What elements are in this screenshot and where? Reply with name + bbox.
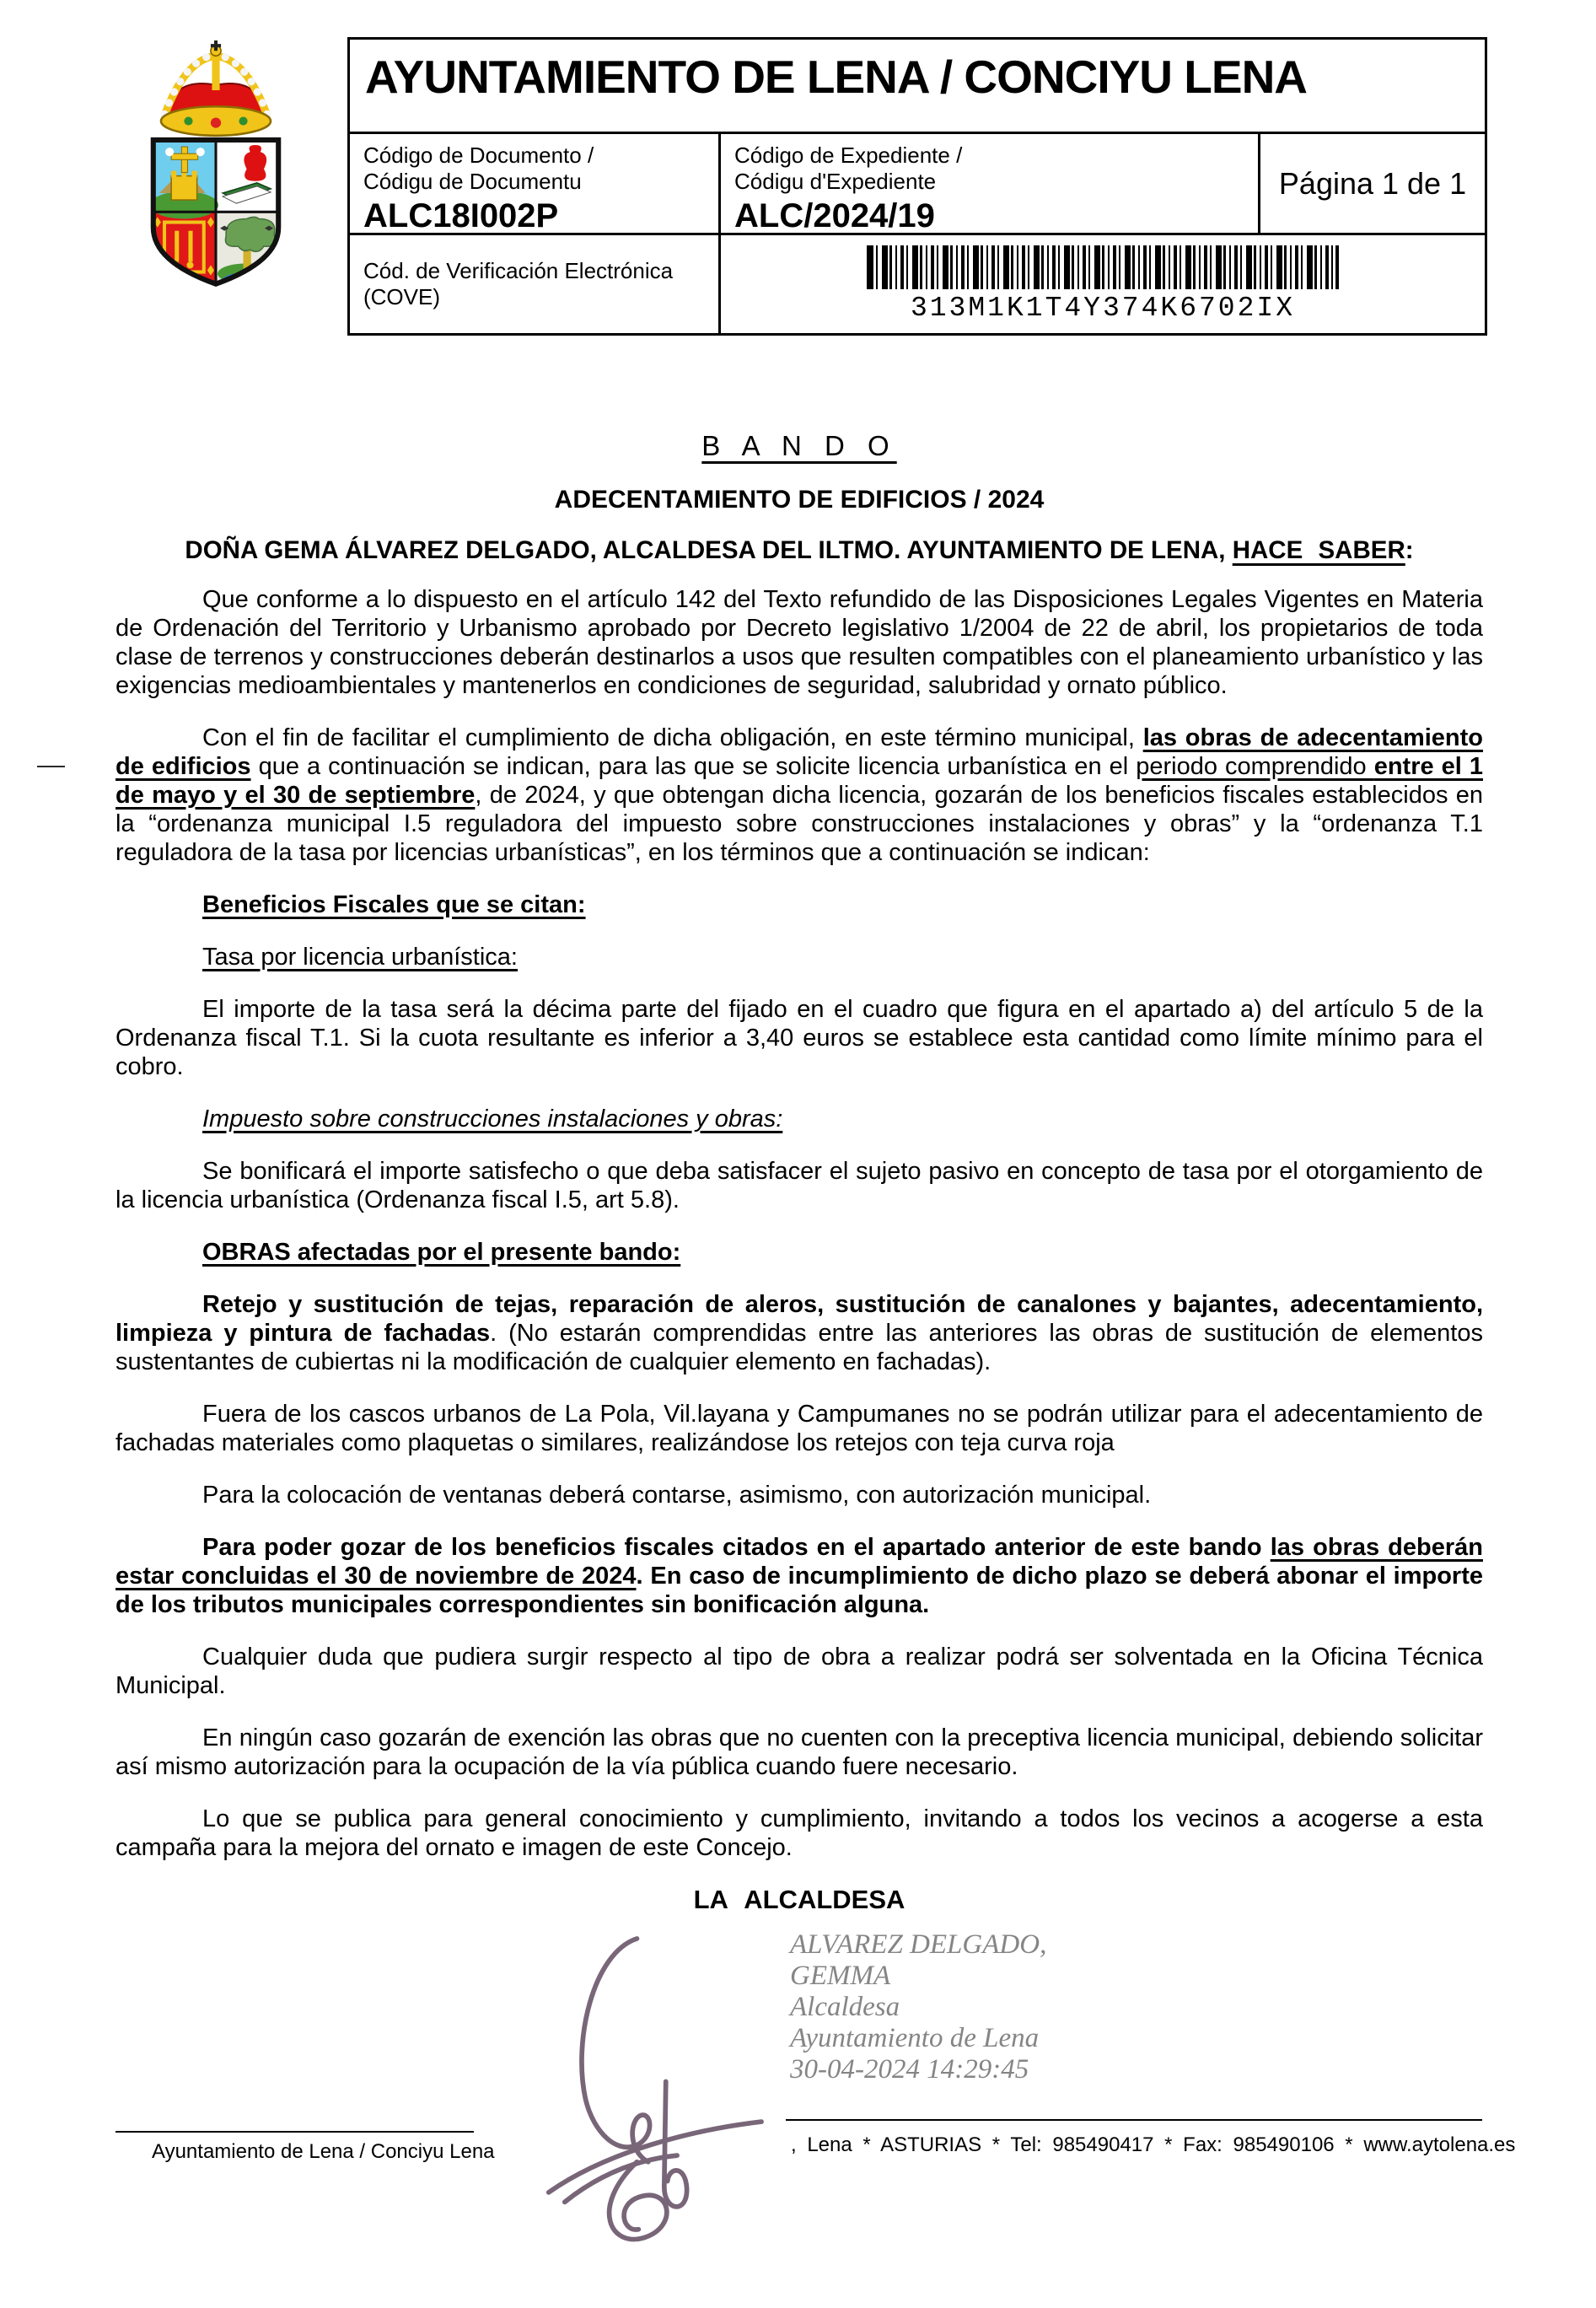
signer-name-line2: GEMMA — [790, 1961, 891, 1991]
crown-jewel-green2 — [239, 116, 247, 125]
coat-of-arms-lena-icon — [120, 40, 312, 298]
document-code-label-ast: Códigu de Documentu — [363, 169, 582, 194]
header-table — [347, 37, 1487, 336]
paragraph-9: Cualquier duda que pudiera surgir respecto al tipo de obra a realizar podrá ser solventada en la Oficina Técnica Municipal. — [116, 1644, 1483, 1699]
signature-text-block — [790, 1929, 1046, 2085]
bando-subtitle: ADECENTAMIENTO DE EDIFICIOS / 2024 — [554, 486, 1045, 514]
footer-left-text: Ayuntamiento de Lena / Conciyu Lena — [152, 2140, 495, 2163]
expediente-code-value: ALC/2024/19 — [734, 197, 935, 234]
document-body — [116, 432, 1483, 2201]
crown-jewel-green — [184, 116, 192, 125]
paragraph-4: Se bonificará el importe satisfecho o que deba satisfacer el sujeto pasivo en concepto de tasa por el otorgamiento de la licencia urbanística (Ordenanza fiscal I.5, art 5.8). — [116, 1158, 1483, 1213]
signer-org: Ayuntamiento de Lena — [790, 2023, 1040, 2053]
crown-jewel-red — [211, 118, 221, 128]
paragraph-5: Retejo y sustitución de tejas, reparación de aleros, sustitución de canalones y bajantes, adecentamiento, limpieza y pintura de fachadas. (No estarán comprendidas entre las anteriores las obras de sustitución de elementos sustentantes de cubiertas ni la modificación de cualquier elemento en fachadas). — [116, 1291, 1483, 1375]
page-title: AYUNTAMIENTO DE LENA / CONCIYU LENA — [350, 40, 1485, 134]
closing-title: LA ALCALDESA — [693, 1885, 905, 1914]
cove-value: 313M1K1T4Y374K6702IX — [910, 292, 1296, 324]
paragraph-10: En ningún caso gozarán de exención las obras que no cuenten con la preceptiva licencia municipal, debiendo solicitar así mismo autorización para la ocupación de la vía pública cuando fuere necesario. — [116, 1724, 1483, 1780]
cove-label: Cód. de Verificación Electrónica (COVE) — [350, 235, 721, 333]
margin-fold-mark — [37, 766, 65, 767]
barcode-icon — [867, 245, 1339, 289]
footer-rule-left — [116, 2131, 474, 2133]
expediente-code-cell — [721, 134, 1260, 233]
footer-rule-right — [786, 2119, 1482, 2121]
paragraph-6: Fuera de los cascos urbanos de La Pola, Vil.layana y Campumanes no se podrán utilizar para el adecentamiento de fachadas materiales como plaquetas o similares, realizándose los retejos con teja curva roja — [116, 1401, 1483, 1456]
document-code-label-es: Código de Documento / — [363, 143, 594, 168]
signature-ink-icon — [510, 1921, 780, 2258]
expediente-code-label-ast: Códigu d'Expediente — [734, 169, 937, 194]
paragraph-8: Para poder gozar de los beneficios fiscales citados en el apartado anterior de este bando las obras deberán estar concluidas el 30 de noviembre de 2024. En caso de incumplimiento de dicho plazo se deberá abonar el importe de los tributos municipales correspondientes sin bonificación alguna. — [116, 1534, 1484, 1618]
paragraph-7: Para la colocación de ventanas deberá contarse, asimismo, con autorización municipal. — [202, 1482, 1152, 1509]
heading-impuesto: Impuesto sobre construcciones instalaciones y obras: — [202, 1106, 783, 1132]
paragraph-2: Con el fin de facilitar el cumplimiento de dicha obligación, en este término municipal, las obras de adecentamiento de edificios que a continuación se indican, para las que se solicite licencia urbanística en el periodo comprendido entre el 1 de mayo y el 30 de septiembre, de 2024, y que obtengan dicha licencia, gozarán de los beneficios fiscales establecidos en la “ordenanza municipal I.5 reguladora del impuesto sobre construcciones instalaciones y obras” y la “ordenanza T.1 reguladora de la tasa por licencias urbanísticas”, en los términos que a continuación se indican: — [116, 724, 1484, 866]
cove-barcode-cell — [721, 235, 1485, 333]
document-code-cell — [350, 134, 721, 233]
heading-tasa: Tasa por licencia urbanística: — [202, 944, 518, 971]
paragraph-1: Que conforme a lo dispuesto en el artículo 142 del Texto refundido de las Disposiciones Legales Vigentes en Materia de Ordenación del Territorio y Urbanismo aprobado por Decreto legislativo 1/2004 de 22 de abril, los propietarios de toda clase de terrenos y construcciones deberán destinarlos a usos que resulten compatibles con el planeamiento urbanístico y las exigencias medioambientales y mantenerlos en condiciones de seguridad, salubridad y ornato público. — [116, 586, 1483, 699]
heading-beneficios: Beneficios Fiscales que se citan: — [202, 891, 586, 918]
page-indicator: Página 1 de 1 — [1278, 165, 1467, 201]
paragraph-3: El importe de la tasa será la décima parte del fijado en el cuadro que figura en el apartado a) del artículo 5 de la Ordenanza fiscal T.1. Si la cuota resultante es inferior a 3,40 euros se establece esta cantidad como límite mínimo para el cobro. — [116, 996, 1483, 1080]
footer-right-text: , Lena * ASTURIAS * Tel: 985490417 * Fax: 985490106 * www.aytolena.es — [791, 2133, 1516, 2156]
signature-datetime: 30-04-2024 14:29:45 — [790, 2054, 1029, 2085]
expediente-code-label-es: Código de Expediente / — [734, 143, 963, 168]
signer-role: Alcaldesa — [790, 1992, 900, 2022]
heading-obras: OBRAS afectadas por el presente bando: — [202, 1239, 681, 1266]
signer-name-line1: ALVAREZ DELGADO, — [790, 1929, 1047, 1960]
paragraph-11: Lo que se publica para general conocimiento y cumplimiento, invitando a todos los vecinos a acogerse a esta campaña para la mejora del ornato e imagen de este Concejo. — [116, 1805, 1483, 1861]
document-code-value: ALC18I002P — [363, 197, 559, 234]
bando-title: B A N D O — [701, 430, 897, 461]
saber-line: DOÑA GEMA ÁLVAREZ DELGADO, ALCALDESA DEL ILTMO. AYUNTAMIENTO DE LENA, HACE SABER: — [185, 536, 1414, 564]
